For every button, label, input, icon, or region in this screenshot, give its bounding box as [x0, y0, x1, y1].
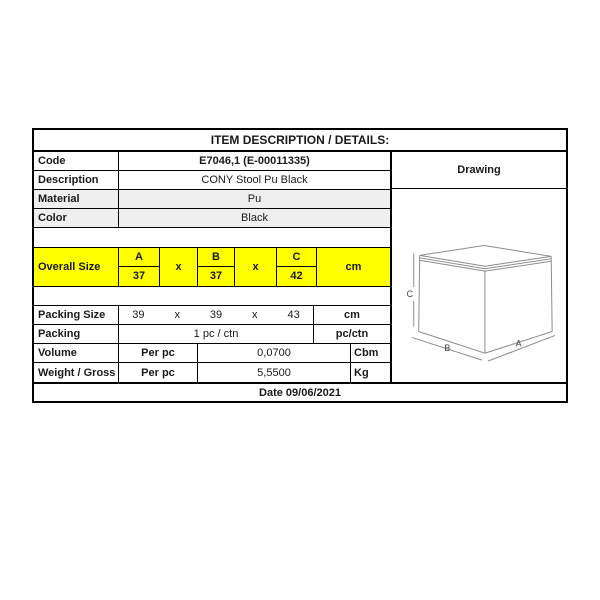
description-row: [34, 171, 390, 190]
drawing-label-b: B: [444, 342, 451, 353]
dim-b-value: 37: [209, 270, 223, 282]
material-value: Pu: [247, 193, 262, 205]
packing-size-separator: x: [174, 309, 180, 321]
overall-size-dim-b: [198, 248, 235, 286]
weight-label: Weight / Gross: [34, 363, 119, 382]
packing-row: [34, 325, 390, 344]
volume-per-pc: Per pc: [119, 344, 198, 362]
color-label: Color: [34, 209, 119, 227]
overall-size-label: Overall Size: [34, 248, 119, 286]
dim-separator: x: [235, 248, 277, 286]
description-value: CONY Stool Pu Black: [201, 174, 308, 186]
weight-per-pc: Per pc: [119, 363, 198, 382]
material-label: Material: [34, 190, 119, 208]
date-value: Date 09/06/2021: [259, 386, 341, 399]
volume-label: Volume: [34, 344, 119, 362]
weight-row: [34, 363, 390, 382]
spec-columns: [34, 152, 392, 382]
spacer-row: [34, 287, 390, 307]
packing-size-unit: cm: [313, 306, 390, 324]
color-value: Black: [241, 212, 268, 224]
drawing-title: Drawing: [392, 152, 566, 189]
dim-a-value: 37: [132, 270, 146, 282]
weight-unit: Kg: [350, 363, 390, 382]
cube-left-edge: [419, 255, 420, 331]
color-row: [34, 209, 390, 228]
stool-cube-drawing: [392, 190, 566, 382]
item-description-title: ITEM DESCRIPTION / DETAILS:: [210, 133, 390, 147]
packing-value: 1 pc / ctn: [193, 328, 239, 340]
dim-b-letter: B: [198, 248, 234, 267]
weight-value: 5,5500: [257, 366, 291, 379]
spec-sheet-table: [32, 128, 568, 403]
packing-size-values: [119, 306, 313, 324]
packing-unit: pc/ctn: [313, 325, 390, 343]
cube-right-edge: [551, 256, 552, 331]
code-row: [34, 152, 390, 171]
overall-size-unit: cm: [345, 260, 362, 273]
packing-size-value: 39: [132, 309, 145, 321]
volume-unit: Cbm: [350, 344, 390, 362]
material-row: [34, 190, 390, 209]
spacer-row: [34, 228, 390, 248]
packing-size-label: Packing Size: [34, 306, 119, 324]
dim-c-letter: C: [277, 248, 316, 267]
overall-size-dim-c: [277, 248, 317, 286]
volume-row: [34, 344, 390, 363]
code-value: E7046,1 (E-00011335): [199, 155, 310, 167]
dim-a-letter: A: [119, 248, 159, 267]
overall-size-row: [34, 248, 390, 287]
code-label: Code: [34, 152, 119, 170]
drawing-label-a: A: [515, 337, 522, 348]
packing-size-row: [34, 306, 390, 325]
drawing-area: [392, 189, 566, 382]
drawing-label-c: C: [406, 288, 414, 299]
overall-size-dim-a: [119, 248, 160, 286]
drawing-column: [392, 152, 566, 382]
description-label: Description: [34, 171, 119, 189]
volume-value: 0,0700: [257, 347, 291, 359]
item-description-header: [34, 130, 566, 152]
packing-size-separator: x: [252, 309, 258, 321]
packing-size-value: 39: [209, 309, 223, 321]
packing-label: Packing: [34, 325, 119, 343]
sheet-body: [34, 152, 566, 382]
packing-size-value: 43: [287, 309, 300, 321]
date-row: [34, 382, 566, 401]
dim-separator: x: [160, 248, 198, 286]
dim-c-value: 42: [290, 270, 303, 282]
